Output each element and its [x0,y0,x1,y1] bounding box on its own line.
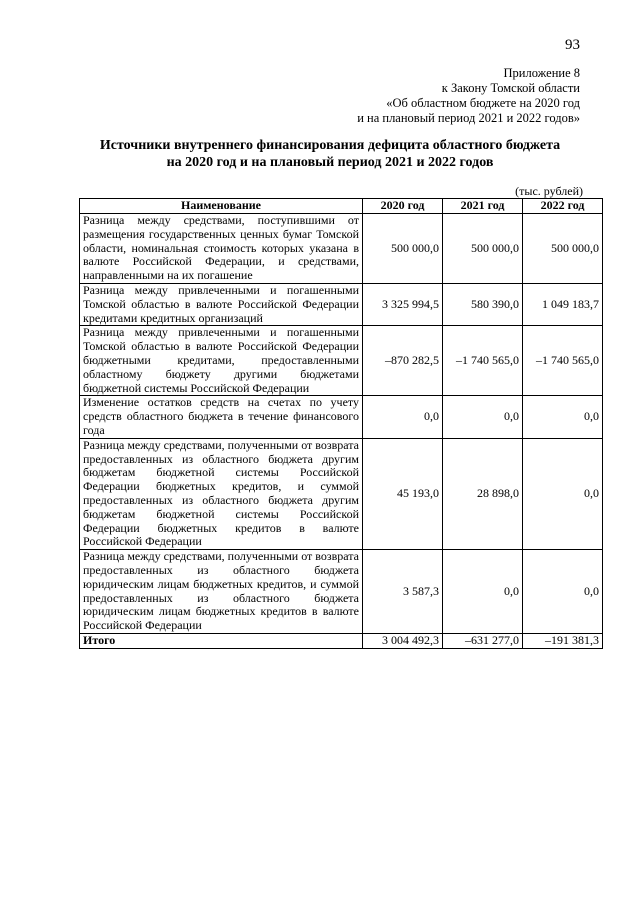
column-header-name: Наименование [80,199,363,214]
table-header-row [80,199,603,214]
row-value-2020: –870 282,5 [363,326,443,396]
annex-heading [260,66,580,126]
row-value-2020: 3 325 994,5 [363,283,443,325]
annex-line: Приложение 8 [503,66,580,80]
table-row [80,550,603,634]
row-value-2022: –1 740 565,0 [523,326,603,396]
total-label: Итого [80,633,363,648]
total-row [80,633,603,648]
column-header-2022: 2022 год [523,199,603,214]
title-line: Источники внутреннего финансирования дефицита областного бюджета [99,138,561,153]
table-row [80,214,603,284]
page-number: 93 [565,37,580,53]
total-value-2022: –191 381,3 [523,633,603,648]
annex-line: «Об областном бюджете на 2020 год [386,96,580,110]
annex-line: и на плановый период 2021 и 2022 годов» [357,111,580,125]
row-value-2022: 0,0 [523,550,603,634]
row-name: Разница между средствами, поступившими от размещения государственных ценных бумаг Томской области, номинальная стоимость которых указана в валюте Российской Федерации, и средствами, направленными на их погашение [80,214,363,284]
row-name: Изменение остатков средств на счетах по учету средств областного бюджета в течение финансового года [80,396,363,438]
row-value-2021: 28 898,0 [443,438,523,549]
row-name: Разница между привлеченными и погашенными Томской областью в валюте Российской Федерации бюджетными кредитами, предоставленными областному бюджету другими бюджетами бюджетной системы Российской Федерации [80,326,363,396]
row-value-2022: 0,0 [523,438,603,549]
row-value-2020: 3 587,3 [363,550,443,634]
row-name: Разница между привлеченными и погашенными Томской областью в валюте Российской Федерации кредитами кредитных организаций [80,283,363,325]
row-value-2021: –1 740 565,0 [443,326,523,396]
unit-label: (тыс. рублей) [515,184,583,198]
row-value-2020: 0,0 [363,396,443,438]
row-value-2021: 0,0 [443,396,523,438]
column-header-2020: 2020 год [363,199,443,214]
row-value-2021: 0,0 [443,550,523,634]
row-value-2020: 45 193,0 [363,438,443,549]
title-line: на 2020 год и на плановый период 2021 и 2022 годов [166,155,494,170]
row-value-2022: 0,0 [523,396,603,438]
table-row [80,326,603,396]
table-row [80,396,603,438]
financing-sources-table [79,198,603,649]
table-row [80,438,603,549]
row-value-2022: 1 049 183,7 [523,283,603,325]
document-title [70,137,590,171]
total-value-2020: 3 004 492,3 [363,633,443,648]
annex-line: к Закону Томской области [441,81,580,95]
row-value-2020: 500 000,0 [363,214,443,284]
row-name: Разница между средствами, полученными от возврата предоставленных из областного бюджета другим бюджетам бюджетной системы Российской Федерации бюджетных кредитов, и суммой предоставленных из областного бюджета другим бюджетам бюджетной системы Российской Федерации бюджетных кредитов в валюте Российской Федерации [80,438,363,549]
column-header-2021: 2021 год [443,199,523,214]
row-name: Разница между средствами, полученными от возврата предоставленных из областного бюджета юридическим лицам бюджетных кредитов, и суммой предоставленных из областного бюджета юридическим лицам бюджетных кредитов в валюте Российской Федерации [80,550,363,634]
row-value-2022: 500 000,0 [523,214,603,284]
row-value-2021: 580 390,0 [443,283,523,325]
table-row [80,283,603,325]
row-value-2021: 500 000,0 [443,214,523,284]
total-value-2021: –631 277,0 [443,633,523,648]
